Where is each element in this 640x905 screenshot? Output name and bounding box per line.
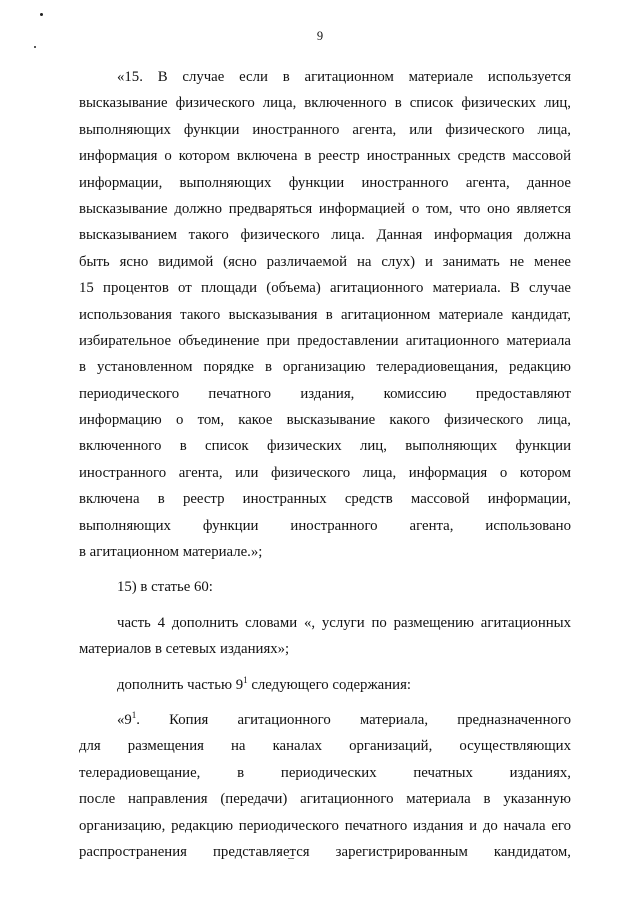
text-line: включена в реестр иностранных средств массовой информации, bbox=[79, 491, 571, 508]
text-line bbox=[79, 707, 571, 733]
text-line: после направления (передачи) агитационного материала в указанную bbox=[79, 791, 571, 808]
text-line: высказывание должно предваряться информацией о том, что оно является bbox=[79, 200, 571, 217]
text-line: распространения представляется зарегистрированным кандидатом, bbox=[79, 843, 571, 860]
text-line: выполняющих функции иностранного агента, или физического лица, bbox=[79, 121, 571, 138]
paragraph-15 bbox=[79, 64, 571, 565]
text-line: высказыванием такого физического лица. Данная информация должна bbox=[79, 227, 571, 244]
document-body bbox=[79, 64, 571, 865]
text-fragment: «9 bbox=[117, 711, 132, 728]
paragraph-part-9-1 bbox=[79, 707, 571, 865]
text-line: иностранного агента, или физического лица, информация о котором bbox=[79, 464, 571, 481]
page-number: 9 bbox=[316, 29, 324, 43]
superscript: 1 bbox=[131, 709, 137, 720]
text-line: в агитационном материале.»; bbox=[79, 544, 263, 561]
text-line: для размещения на каналах организаций, осуществляющих bbox=[79, 738, 571, 755]
text-line: периодического печатного издания, комиссию предоставляют bbox=[79, 385, 571, 402]
item-15-heading: 15) в статье 60: bbox=[117, 579, 213, 596]
superscript: 1 bbox=[243, 674, 248, 685]
text-line: в установленном порядке в организацию телерадиовещания, редакцию bbox=[79, 359, 571, 376]
text-line: использования такого высказывания в агитационном материале кандидат, bbox=[79, 306, 571, 323]
text-line: высказывание физического лица, включенного в список физических лиц, bbox=[79, 95, 571, 112]
scan-speck bbox=[34, 46, 36, 48]
paragraph-add-part bbox=[79, 672, 571, 698]
paragraph-part-4 bbox=[79, 610, 571, 663]
scan-speck bbox=[40, 13, 43, 16]
text-line: «15. В случае если в агитационном материале используется bbox=[117, 69, 571, 85]
text-line: 15 процентов от площади (объема) агитационного материала. В случае bbox=[79, 280, 571, 297]
text-fragment: следующего содержания: bbox=[247, 676, 411, 693]
text-line: включенного в список физических лиц, выполняющих функции bbox=[79, 438, 571, 455]
text-line: выполняющих функции иностранного агента, использовано bbox=[79, 517, 571, 534]
text-line: быть ясно видимой (ясно различаемой на слух) и занимать не менее bbox=[79, 253, 571, 270]
text-line: организацию, редакцию периодического печатного издания и до начала его bbox=[79, 817, 571, 834]
text-fragment: . Копия агитационного материала, предназначенного bbox=[136, 711, 571, 728]
text-line: часть 4 дополнить словами «, услуги по размещению агитационных bbox=[117, 614, 571, 631]
text-fragment: дополнить частью 9 bbox=[117, 676, 244, 693]
text-line: телерадиовещание, в периодических печатных изданиях, bbox=[79, 764, 571, 781]
text-line: материалов в сетевых изданиях»; bbox=[79, 641, 290, 658]
text-line: избирательное объединение при предоставлении агитационного материала bbox=[79, 332, 571, 349]
text-line: информация о котором включена в реестр иностранных средств массовой bbox=[79, 148, 571, 165]
text-line: информации, выполняющих функции иностранного агента, данное bbox=[79, 174, 571, 191]
text-line: информацию о том, какое высказывание какого физического лица, bbox=[79, 412, 571, 429]
